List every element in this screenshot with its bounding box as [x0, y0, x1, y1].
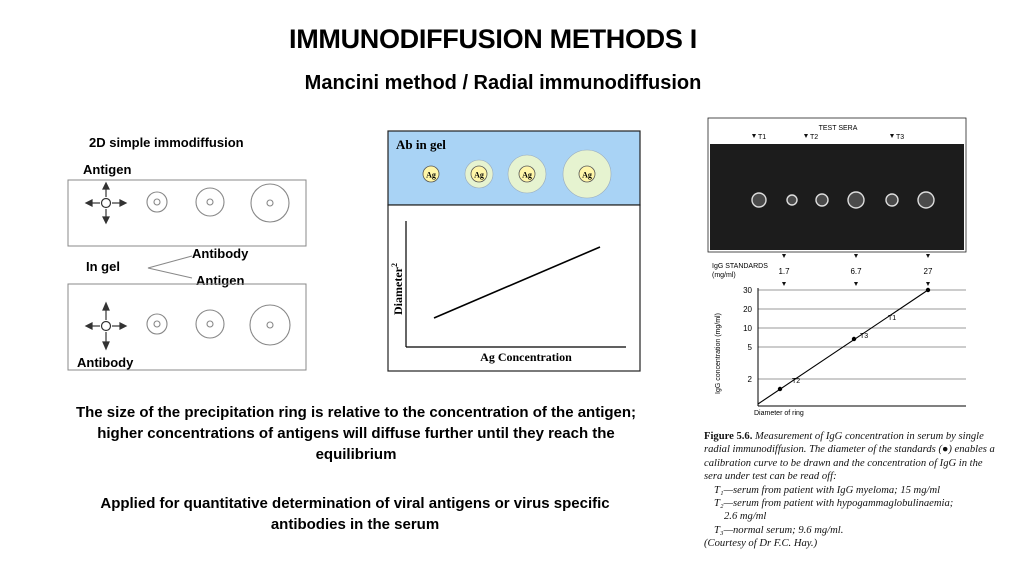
- igg-calibration-figure: [700, 104, 984, 420]
- igg-standards-unit: (mg/ml): [712, 272, 736, 279]
- center-radial-diffusion-diagram: [386, 129, 642, 373]
- ag-concentration-label: Ag Concentration: [480, 350, 572, 364]
- caption-t3: T₃—normal serum; 9.6 mg/ml.: [714, 524, 844, 536]
- curve-label-t2: T2: [792, 378, 801, 385]
- bottom-precipitin-rings: [147, 305, 290, 345]
- top-well-arrows: [86, 183, 126, 223]
- ag-well-label-3: Ag: [522, 170, 532, 180]
- antibody-bottom-label: Antibody: [77, 355, 134, 370]
- standard-2: 6.7: [850, 267, 862, 276]
- diameter-axis-label: Diameter$^2$: [390, 263, 405, 315]
- curve-label-t1: T1: [888, 315, 897, 322]
- caption-heading: Figure 5.6.: [704, 431, 753, 442]
- top-gel-slide: [68, 180, 306, 246]
- sera-t1: T1: [758, 134, 767, 141]
- top-precipitin-rings: [147, 184, 289, 222]
- caption-t1: T₁—serum from patient with IgG myeloma; 15 mg/ml: [714, 484, 941, 496]
- application-paragraph: Applied for quantitative determination of viral antigens or virus specific antibodies in the serum: [100, 495, 610, 533]
- diameter-of-ring-label: Diameter of ring: [754, 410, 804, 417]
- antigen-top-label: Antigen: [83, 162, 132, 177]
- y-tick-30: 30: [743, 286, 752, 295]
- slide-title: IMMUNODIFFUSION METHODS I: [289, 24, 697, 54]
- sera-t2: T2: [810, 134, 819, 141]
- slide-subtitle: Mancini method / Radial immunodiffusion: [304, 72, 702, 94]
- y-tick-5: 5: [747, 343, 752, 352]
- y-tick-2: 2: [747, 375, 752, 384]
- caption-t2b: 2.6 mg/ml: [724, 511, 767, 523]
- bottom-gel-slide: [68, 284, 306, 370]
- in-gel-label: In gel: [86, 259, 120, 274]
- antigen-mid-label: Antigen: [196, 273, 245, 288]
- figure-caption: [704, 430, 1000, 551]
- ag-well-label-1: Ag: [426, 170, 436, 180]
- ring-size-paragraph: The size of the precipitation ring is relative to the concentration of the antigen; higher concentrations of antigens will diffuse further until they reach the equilibrium: [75, 404, 637, 463]
- left-immunodiffusion-diagram: [60, 150, 320, 380]
- ab-in-gel-label: Ab in gel: [396, 137, 446, 152]
- bottom-well-arrows: [86, 303, 126, 349]
- standard-1: 1.7: [778, 267, 790, 276]
- y-tick-10: 10: [743, 324, 752, 333]
- ag-well-label-4: Ag: [582, 170, 592, 180]
- igg-axis-label: IgG concentration (mg/ml): [715, 313, 722, 394]
- antibody-mid-label: Antibody: [192, 246, 249, 261]
- label-connector: [148, 256, 192, 278]
- curve-label-t3: T3: [860, 333, 869, 340]
- graph-panel: [388, 205, 640, 371]
- left-diagram-heading: 2D simple immodiffusion: [89, 135, 244, 150]
- sera-t3: T3: [896, 134, 905, 141]
- y-tick-20: 20: [743, 305, 752, 314]
- caption-credit: (Courtesy of Dr F.C. Hay.): [704, 538, 818, 550]
- ag-well-label-2: Ag: [474, 170, 484, 180]
- caption-t2a: T₂—serum from patient with hypogammaglobulinaemia;: [714, 498, 954, 510]
- igg-standards-label: IgG STANDARDS: [712, 263, 768, 270]
- standard-3: 27: [923, 267, 933, 276]
- caption-body: Measurement of IgG concentration in serum by single radial immunodiffusion. The diameter of the standards (●) enables a calibration curve to be drawn and the concentration of IgG in the sera under test can be read off:: [704, 431, 995, 483]
- test-sera-label: TEST SERA: [818, 125, 858, 132]
